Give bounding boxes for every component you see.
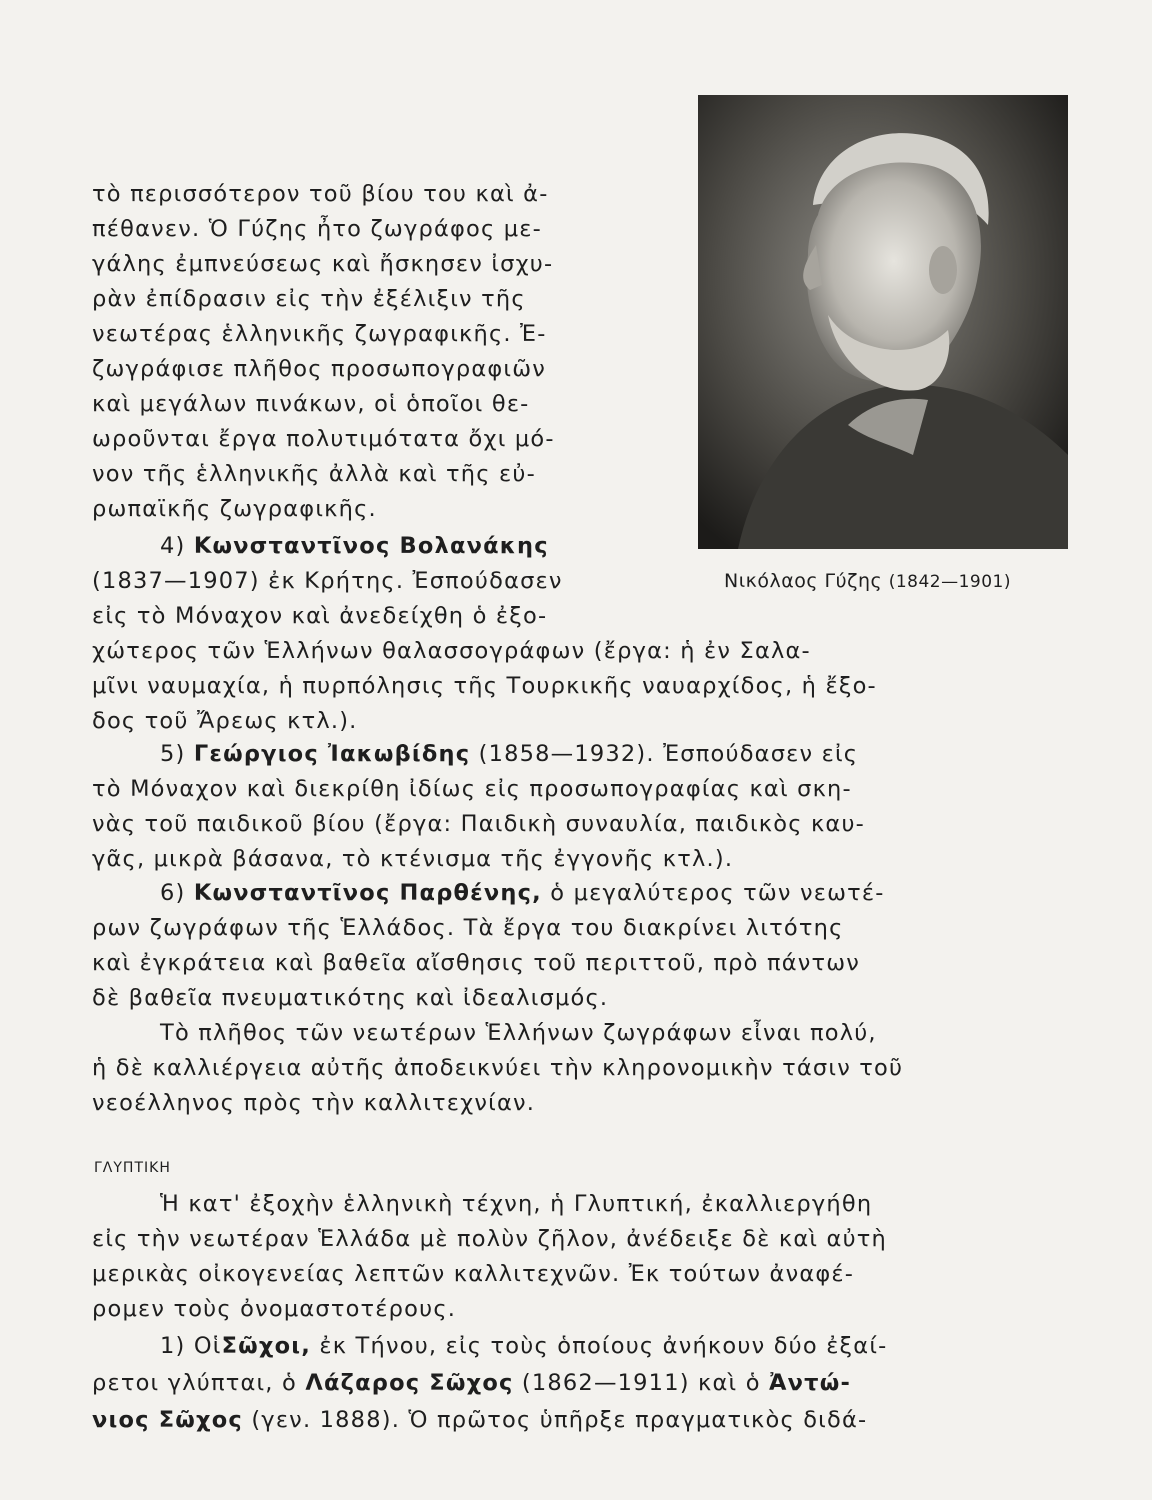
item5-heading	[160, 743, 858, 766]
caption-name: Νικόλαος Γύζης	[724, 570, 883, 592]
item4-heading	[160, 535, 549, 558]
text-line: εἰς τὴν νεωτέραν Ἑλλάδα μὲ πολὺν ζῆλον, ἀνέδειξε δὲ καὶ αὐτὴ	[92, 1226, 887, 1252]
name-antonios-fragment: Ἀντώ-	[769, 1370, 852, 1396]
text-line: καὶ μεγάλων πινάκων, οἱ ὁποῖοι θε-	[92, 391, 530, 417]
text-line: γᾶς, μικρὰ βάσανα, τὸ κτένισμα τῆς ἐγγονῆς κτλ.).	[92, 846, 734, 872]
text-line: νον τῆς ἑλληνικῆς ἀλλὰ καὶ τῆς εὐ-	[92, 461, 536, 487]
text-line: δὲ βαθεῖα πνευματικότης καὶ ἰδεαλισμός.	[92, 985, 609, 1011]
item1-line3	[92, 1409, 867, 1432]
item4-name: Κωνσταντῖνος Βολανάκης	[193, 533, 549, 559]
text-line: μῖνι ναυμαχία, ἡ πυρπόλησις τῆς Τουρκικῆς ναυαρχίδος, ἡ ἔξο-	[92, 673, 877, 699]
item1-rest: ἐκ Τήνου, εἰς τοὺς ὁποίους ἀνήκουν δύο ἐξαί-	[319, 1333, 888, 1359]
name-lazaros-sochos: Λάζαρος Σῶχος	[305, 1370, 514, 1396]
text-line: εἰς τὸ Μόναχον καὶ ἀνεδείχθη ὁ ἐξο-	[92, 603, 548, 629]
text-line: δος τοῦ Ἄρεως κτλ.).	[92, 708, 358, 734]
item5-rest: (1858—1932). Ἐσπούδασεν εἰς	[478, 741, 859, 767]
text-line: καὶ ἐγκράτεια καὶ βαθεῖα αἴσθησις τοῦ περιττοῦ, πρὸ πάντων	[92, 950, 861, 976]
portrait-photo	[698, 95, 1068, 549]
text-line: ζωγράφισε πλῆθος προσωπογραφιῶν	[92, 356, 547, 382]
text-line: (1837—1907) ἐκ Κρήτης. Ἐσπούδασεν	[92, 568, 563, 594]
text-line: ρων ζωγράφων τῆς Ἑλλάδος. Τὰ ἔργα του διακρίνει λιτότης	[92, 915, 844, 941]
item5-number: 5)	[160, 741, 186, 767]
text-line: ρὰν ἐπίδρασιν εἰς τὴν ἐξέλιξιν τῆς	[92, 286, 526, 312]
section-heading: ΓΛΥΠΤΙΚΗ	[94, 1160, 171, 1176]
text-line: νεοέλληνος πρὸς τὴν καλλιτεχνίαν.	[92, 1090, 536, 1116]
text-line: γάλης ἐμπνεύσεως καὶ ἤσκησεν ἰσχυ-	[92, 251, 554, 277]
text-line: τὸ περισσότερον τοῦ βίου του καὶ ἀ-	[92, 181, 549, 207]
text-line: μερικὰς οἰκογενείας λεπτῶν καλλιτεχνῶν. Ἐκ τούτων ἀναφέ-	[92, 1261, 855, 1287]
portrait-illustration	[698, 95, 1068, 549]
item1-name: Σῶχοι,	[221, 1333, 312, 1359]
text-line: Ἡ κατ' ἐξοχὴν ἑλληνικὴ τέχνη, ἡ Γλυπτική, ἐκαλλιεργήθη	[160, 1191, 873, 1217]
text-span: (γεν. 1888). Ὁ πρῶτος ὑπῆρξε πραγματικὸς διδά-	[251, 1407, 868, 1433]
item5-name: Γεώργιος Ἰακωβίδης	[193, 741, 471, 767]
item6-number: 6)	[160, 880, 186, 906]
text-line: νεωτέρας ἑλληνικῆς ζωγραφικῆς. Ἐ-	[92, 321, 547, 347]
item6-heading	[160, 882, 885, 905]
portrait-caption	[724, 570, 1084, 592]
text-line: Τὸ πλῆθος τῶν νεωτέρων Ἑλλήνων ζωγράφων εἶναι πολύ,	[160, 1020, 877, 1046]
text-span: (1862—1911) καὶ ὁ	[521, 1370, 761, 1396]
text-line: νὰς τοῦ παιδικοῦ βίου (ἔργα: Παιδικὴ συναυλία, παιδικὸς καυ-	[92, 811, 865, 837]
item6-rest: ὁ μεγαλύτερος τῶν νεωτέ-	[550, 880, 885, 906]
text-line: ωροῦνται ἔργα πολυτιμότατα ὄχι μό-	[92, 426, 555, 452]
text-line: χώτερος τῶν Ἑλλήνων θαλασσογράφων (ἔργα: ἡ ἐν Σαλα-	[92, 638, 811, 664]
text-line: τὸ Μόναχον καὶ διεκρίθη ἰδίως εἰς προσωπογραφίας καὶ σκη-	[92, 776, 852, 802]
text-line: ρωπαϊκῆς ζωγραφικῆς.	[92, 496, 377, 522]
text-span: ρετοι γλύπται, ὁ	[92, 1370, 297, 1396]
item4-number: 4)	[160, 533, 186, 559]
item6-name: Κωνσταντῖνος Παρθένης,	[193, 880, 542, 906]
name-antonios-sochos: νιος Σῶχος	[92, 1407, 243, 1433]
item1-heading	[160, 1335, 887, 1358]
text-line: ἡ δὲ καλλιέργεια αὐτῆς ἀποδεικνύει τὴν κληρονομικὴν τάσιν τοῦ	[92, 1055, 904, 1081]
text-line: πέθανεν. Ὁ Γύζης ἦτο ζωγράφος με-	[92, 216, 542, 242]
text-line: ρομεν τοὺς ὀνομαστοτέρους.	[92, 1296, 457, 1322]
caption-dates: (1842—1901)	[888, 572, 1011, 592]
item1-pre: Οἱ	[193, 1333, 222, 1359]
item1-number: 1)	[160, 1333, 186, 1359]
item1-line2	[92, 1372, 851, 1395]
